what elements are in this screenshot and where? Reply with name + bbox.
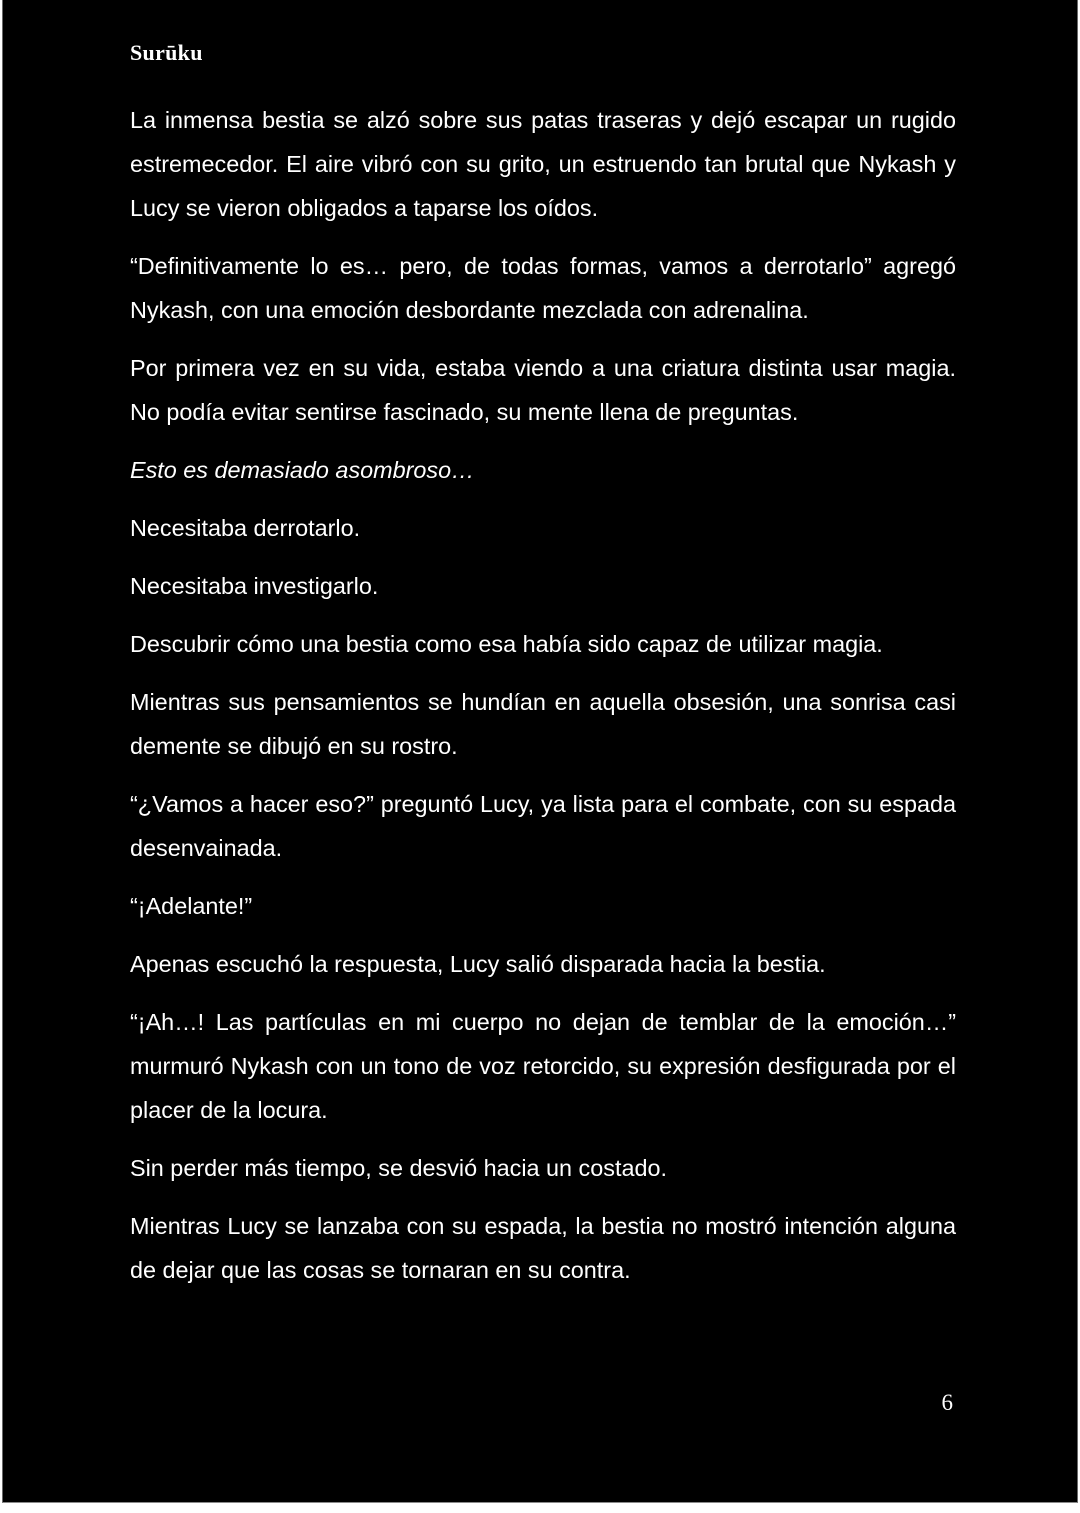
paragraph: Necesitaba investigarlo. — [130, 573, 379, 599]
paragraph: Necesitaba derrotarlo. — [130, 515, 361, 541]
paragraph-italic-thought: Esto es demasiado asombroso… — [130, 457, 475, 483]
running-header: Surūku — [130, 40, 203, 65]
paragraph: Descubrir cómo una bestia como esa había sido capaz de utilizar magia. — [130, 631, 883, 657]
paragraph: Por primera vez en su vida, estaba viendo a una criatura distinta usar magia. No podía evitar sentirse fascinado, su mente llena de preguntas. — [130, 355, 956, 425]
paragraph: “¡Ah…! Las partículas en mi cuerpo no dejan de temblar de la emoción…” murmuró Nykash con un tono de voz retorcido, su expresión desfigurada por el placer de la locura. — [130, 1009, 956, 1123]
document-page — [2, 0, 1078, 1503]
paragraph: La inmensa bestia se alzó sobre sus patas traseras y dejó escapar un rugido estremecedor. El aire vibró con su grito, un estruendo tan brutal que Nykash y Lucy se vieron obligados a taparse los oídos. — [130, 107, 956, 221]
paragraph: “¿Vamos a hacer eso?” preguntó Lucy, ya lista para el combate, con su espada desenvainada. — [130, 791, 956, 861]
paragraph: Apenas escuchó la respuesta, Lucy salió disparada hacia la bestia. — [130, 951, 826, 977]
paragraph: “¡Adelante!” — [130, 893, 253, 919]
paragraph: Mientras Lucy se lanzaba con su espada, la bestia no mostró intención alguna de dejar que las cosas se tornaran en su contra. — [130, 1213, 956, 1283]
body-text — [130, 98, 956, 1306]
paragraph: Mientras sus pensamientos se hundían en aquella obsesión, una sonrisa casi demente se dibujó en su rostro. — [130, 689, 956, 759]
paragraph: Sin perder más tiempo, se desvió hacia un costado. — [130, 1155, 667, 1181]
paragraph: “Definitivamente lo es… pero, de todas formas, vamos a derrotarlo” agregó Nykash, con una emoción desbordante mezclada con adrenalina. — [130, 253, 956, 323]
page-number: 6 — [941, 1390, 953, 1415]
